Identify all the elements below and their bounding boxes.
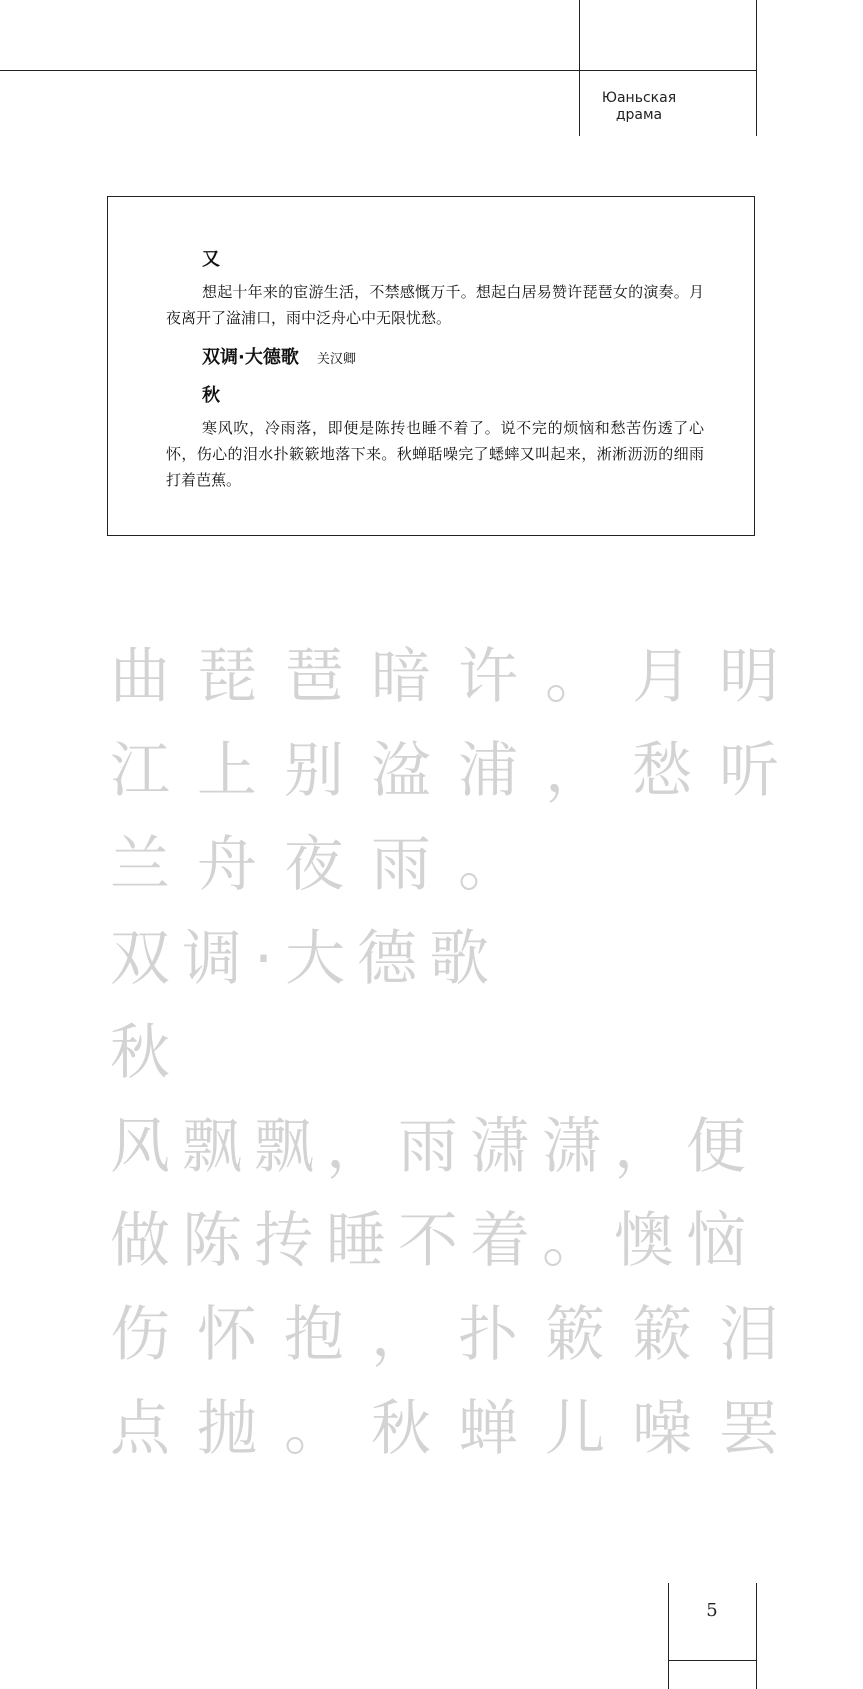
header-right-vertical-rule [756,0,757,136]
top-horizontal-rule [0,70,756,71]
section-label-line2: драма [615,107,663,123]
section-label [579,90,699,124]
footer-left-vertical-rule [668,1583,669,1689]
calligraphy-line-1: 曲琵琶暗许。月明 [110,642,806,712]
translation-paragraph-2: 寒风吹，冷雨落，即便是陈抟也睡不着了。说不完的烦恼和愁苦伤透了心怀，伤心的泪水扑簌簌地落下来。秋蝉聒噪完了蟋蟀又叫起来，淅淅沥沥的细雨打着芭蕉。 [166,419,704,489]
translation-heading-autumn: 秋 [202,385,220,406]
calligraphy-line-2: 江上别湓浦，愁听 [110,736,806,806]
translation-heading-title [202,343,356,369]
poem-title: 双调·大德歌 [202,347,299,368]
calligraphy-line-4: 双调·大德歌 [110,924,502,994]
translation-paragraph-1: 想起十年来的宦游生活，不禁感慨万千。想起白居易赞许琵琶女的演奏。月夜离开了湓浦口，雨中泛舟心中无限忧愁。 [166,283,704,327]
poem-author: 关汉卿 [316,352,356,367]
calligraphy-line-8: 伤怀抱，扑簌簌泪 [110,1300,806,1370]
calligraphy-line-9: 点抛。秋蝉儿噪罢 [110,1394,806,1464]
translation-heading-you: 又 [202,249,220,270]
calligraphy-line-7: 做陈抟睡不着。懊恼 [110,1206,758,1276]
calligraphy-line-6: 风飘飘，雨潇潇，便 [110,1112,758,1182]
section-label-line1: Юаньская [601,90,677,106]
footer-horizontal-rule [668,1660,756,1661]
calligraphy-line-5: 秋 [110,1018,182,1088]
page-number: 5 [706,1600,718,1621]
translation-box [107,196,755,536]
footer-right-vertical-rule [756,1583,757,1689]
calligraphy-line-3: 兰舟夜雨。 [110,830,545,900]
